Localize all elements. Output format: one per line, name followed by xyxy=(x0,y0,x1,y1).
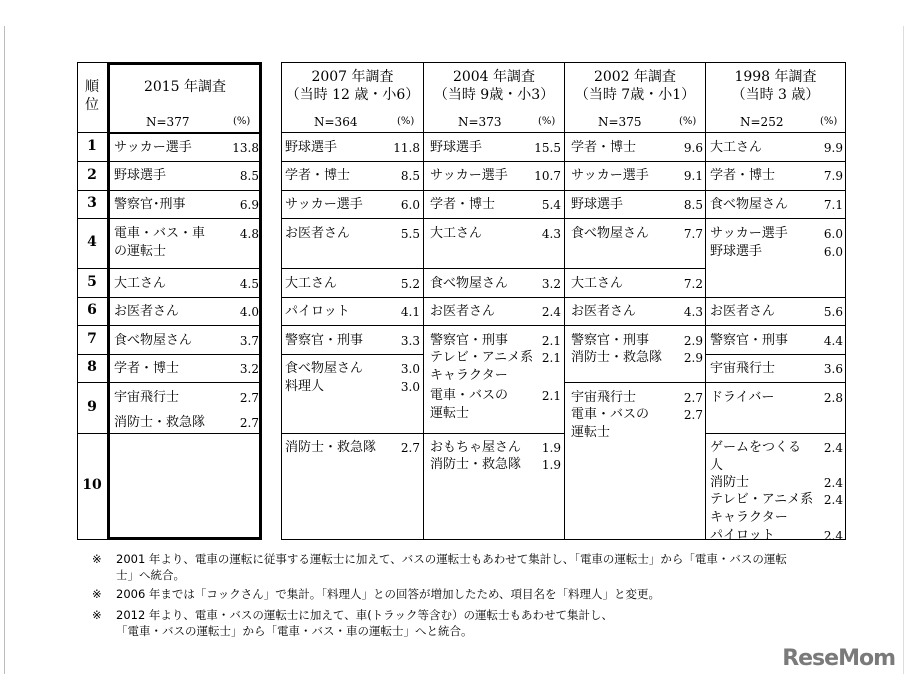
col2004-value: 2.1 xyxy=(541,389,561,403)
col2002-job: お医者さん xyxy=(571,304,637,319)
row-divider-col2004 xyxy=(424,161,564,162)
col2007-value: 3.0 xyxy=(400,362,420,376)
col1998-job: サッカー選手 xyxy=(710,226,788,241)
col2002-job: サッカー選手 xyxy=(571,168,649,183)
col1998-value: 5.6 xyxy=(823,305,843,319)
col1998-value: 7.9 xyxy=(823,169,843,183)
col2002-value: 2.7 xyxy=(683,391,703,405)
col1998-value: 2.4 xyxy=(823,441,843,455)
col2004-job: 電車・バスの xyxy=(430,388,509,403)
col2015-job: 食べ物屋さん xyxy=(114,333,193,348)
row-divider-col2002 xyxy=(565,190,705,191)
rank-2: 2 xyxy=(87,167,97,183)
col2015-job: 大工さん xyxy=(114,276,167,291)
col2007-job: 警察官・刑事 xyxy=(285,333,364,348)
col2015-value: 3.7 xyxy=(239,334,259,348)
col2015-value: 4.8 xyxy=(239,227,259,241)
col2002-job: 警察官・刑事 xyxy=(571,333,650,348)
rank-divider xyxy=(77,218,108,219)
row-divider-col2002 xyxy=(565,297,705,298)
col2004-job: 警察官・刑事 xyxy=(430,333,509,348)
row-divider-col2004 xyxy=(424,218,564,219)
n-2002: N=375 xyxy=(598,115,642,129)
col1998-value: 4.4 xyxy=(823,334,843,348)
col2015-value: 13.8 xyxy=(232,141,259,155)
col2004-value: 3.2 xyxy=(541,277,561,291)
header-2015: 2015 年調査 xyxy=(143,79,227,95)
note-3b: 「電車・バスの運転士」から「電車・バス・車の運転士」へと統合。 xyxy=(116,624,473,638)
col2004-job: 野球選手 xyxy=(430,140,483,155)
col2007-job: 野球選手 xyxy=(285,140,338,155)
row-divider-col1998 xyxy=(706,297,845,298)
col2015-value: 4.5 xyxy=(239,277,259,291)
row-divider-col2007 xyxy=(282,433,423,434)
pct-2004: (%) xyxy=(538,116,556,127)
col2002-job: 食べ物屋さん xyxy=(571,226,650,241)
row-divider-col2004 xyxy=(424,297,564,298)
header-1998: 1998 年調査 xyxy=(734,69,817,85)
note-mark: ※ xyxy=(92,587,102,601)
col2002-job: 大工さん xyxy=(571,276,624,291)
rank-divider xyxy=(77,382,108,383)
col2004-job-line2: 運転士 xyxy=(430,406,470,421)
col1998-job-line2: 人 xyxy=(710,458,724,473)
col2007-value: 6.0 xyxy=(400,198,420,212)
col1998-job: ゲームをつくる xyxy=(710,440,802,455)
col1998-value: 7.1 xyxy=(823,198,843,212)
col2002-job-line2: 運転士 xyxy=(571,425,611,440)
col1998-value: 2.4 xyxy=(823,529,843,543)
col1998-job: 学者・博士 xyxy=(710,168,776,183)
row-divider-col1998 xyxy=(706,433,845,434)
n-2007: N=364 xyxy=(314,115,358,129)
n-2004: N=373 xyxy=(458,115,502,129)
rank-1: 1 xyxy=(87,138,97,154)
col2007-value: 3.0 xyxy=(400,380,420,394)
pct-1998: (%) xyxy=(820,116,838,127)
row-divider-col1998 xyxy=(706,218,845,219)
col1998-value: 2.4 xyxy=(823,493,843,507)
col2007-value: 5.5 xyxy=(400,227,420,241)
col1998-value: 2.8 xyxy=(823,391,843,405)
col2002-job: 電車・バスの xyxy=(571,407,650,422)
pct-2002: (%) xyxy=(679,116,697,127)
note-1a: 2001 年より、電車の運転に従事する運転士に加えて、バスの運転士もあわせて集計し、「電車の運転士」から「電車・バスの運転 xyxy=(116,552,787,566)
col2007-job: サッカー選手 xyxy=(285,197,363,212)
rank-10: 10 xyxy=(82,477,102,493)
col1998-job: 消防士 xyxy=(710,475,750,490)
row-divider-col2002 xyxy=(565,161,705,162)
pct-2015: (%) xyxy=(233,116,251,127)
row-divider-2015 xyxy=(110,382,260,383)
col2007-value: 4.1 xyxy=(400,305,420,319)
col2004-value: 2.4 xyxy=(541,305,561,319)
pct-2007: (%) xyxy=(397,116,415,127)
n-1998: N=252 xyxy=(740,115,784,129)
sub-2002: （当時 7歳・小1） xyxy=(574,87,696,103)
note-mark: ※ xyxy=(92,552,102,566)
col2004-job: テレビ・アニメ系 xyxy=(430,350,534,365)
rank-divider xyxy=(77,325,108,326)
col2002-job: 学者・博士 xyxy=(571,140,637,155)
col2015-job-line2: の運転士 xyxy=(114,244,167,259)
sub-1998: （当時 3 歳） xyxy=(731,87,820,103)
col2002-value: 9.1 xyxy=(683,169,703,183)
col2002-value: 2.7 xyxy=(683,408,703,422)
note-1b: 士」へ統合。 xyxy=(116,568,185,582)
col2015-job: 学者・博士 xyxy=(114,361,180,376)
col2007-value: 11.8 xyxy=(393,141,420,155)
row-divider-col2007 xyxy=(282,161,423,162)
col2007-job: 大工さん xyxy=(285,276,338,291)
row-divider-col2002 xyxy=(565,218,705,219)
col2002-value: 9.6 xyxy=(683,141,703,155)
sub-2007: （当時 12 歳・小6） xyxy=(285,87,420,103)
col2004-value: 1.9 xyxy=(541,458,561,472)
col2007-job: 料理人 xyxy=(285,379,325,394)
row-divider-2015 xyxy=(110,218,260,219)
col1998-value: 2.4 xyxy=(823,476,843,490)
col1998-value: 6.0 xyxy=(823,245,843,259)
rank-divider xyxy=(77,268,108,269)
col1998-job: 警察官・刑事 xyxy=(710,333,789,348)
row-divider-col2002 xyxy=(565,325,705,326)
col2004-job-line2: キャラクター xyxy=(430,368,508,383)
col2004-value: 2.1 xyxy=(541,334,561,348)
rank-divider xyxy=(77,161,108,162)
col2004-value: 5.4 xyxy=(541,198,561,212)
col2004-job: 食べ物屋さん xyxy=(430,276,509,291)
col2007-value: 2.7 xyxy=(400,441,420,455)
row-divider-2015 xyxy=(110,297,260,298)
row-divider-2015 xyxy=(110,325,260,326)
col2004-job: お医者さん xyxy=(430,304,496,319)
col2002-value: 7.2 xyxy=(683,277,703,291)
row-divider-col1998 xyxy=(706,325,845,326)
row-divider-col2002 xyxy=(565,382,705,383)
rank-divider xyxy=(77,433,108,434)
row-divider-col2007 xyxy=(282,268,423,269)
row-divider-col2007 xyxy=(282,218,423,219)
col2015-job: サッカー選手 xyxy=(114,140,192,155)
col2015-job: 電車・バス・車 xyxy=(114,226,206,241)
col2015-value: 2.7 xyxy=(239,416,259,430)
col2002-value: 2.9 xyxy=(683,351,703,365)
col2002-value: 4.3 xyxy=(683,305,703,319)
rank-4: 4 xyxy=(87,234,97,250)
header-2004: 2004 年調査 xyxy=(452,69,536,85)
row-divider-2015 xyxy=(110,161,260,162)
row-divider-col1998 xyxy=(706,354,845,355)
header-2007: 2007 年調査 xyxy=(311,69,394,85)
col2007-job: 学者・博士 xyxy=(285,168,351,183)
col2015-value: 4.0 xyxy=(239,305,259,319)
col2004-value: 1.9 xyxy=(541,441,561,455)
row-divider-col1998 xyxy=(706,161,845,162)
note-mark: ※ xyxy=(92,608,102,622)
col2015-value: 6.9 xyxy=(239,198,259,212)
col2007-job: お医者さん xyxy=(285,226,351,241)
resemom-logo: ReseMom xyxy=(782,646,895,671)
col2007-value: 8.5 xyxy=(400,169,420,183)
col2015-job: 宇宙飛行士 xyxy=(114,390,180,405)
col2015-value: 8.5 xyxy=(239,169,259,183)
col2004-job: 消防士・救急隊 xyxy=(430,457,522,472)
col2004-value: 10.7 xyxy=(534,169,561,183)
col2004-job: 大工さん xyxy=(430,226,483,241)
col1998-job: 食べ物屋さん xyxy=(710,197,789,212)
row-divider-2015 xyxy=(110,190,260,191)
rank-3: 3 xyxy=(87,195,97,211)
row-divider-col2002 xyxy=(565,268,705,269)
rank-8: 8 xyxy=(87,359,97,375)
n-2015: N=377 xyxy=(146,115,190,129)
col2015-value: 3.2 xyxy=(239,362,259,376)
col1998-value: 9.9 xyxy=(823,141,843,155)
row-divider-col2007 xyxy=(282,325,423,326)
col1998-job-line2: キャラクター xyxy=(710,510,788,525)
col2004-value: 4.3 xyxy=(541,227,561,241)
note-2: 2006 年までは「コックさん」で集計。「料理人」との回答が増加したため、項目名を「料理人」と変更。 xyxy=(116,587,660,601)
col2007-job: 食べ物屋さん xyxy=(285,361,364,376)
rank-divider xyxy=(77,354,108,355)
row-divider-col2004 xyxy=(424,325,564,326)
col1998-job: お医者さん xyxy=(710,304,776,319)
col2007-value: 5.2 xyxy=(400,277,420,291)
rank-6: 6 xyxy=(87,302,97,318)
col2004-job: 学者・博士 xyxy=(430,197,496,212)
col1998-value: 6.0 xyxy=(823,227,843,241)
rank-9: 9 xyxy=(87,399,97,415)
rank-divider xyxy=(77,190,108,191)
col2004-value: 15.5 xyxy=(534,141,561,155)
row-divider-col1998 xyxy=(706,382,845,383)
row-divider-col2004 xyxy=(424,433,564,434)
row-divider-col1998 xyxy=(706,190,845,191)
col2002-value: 8.5 xyxy=(683,198,703,212)
col2002-job: 宇宙飛行士 xyxy=(571,390,637,405)
col2004-job: おもちゃ屋さん xyxy=(430,440,522,455)
row-divider-col2004 xyxy=(424,190,564,191)
rank-5: 5 xyxy=(87,274,97,290)
col1998-job: パイロット xyxy=(710,528,775,543)
col1998-job: 宇宙飛行士 xyxy=(710,361,776,376)
col2002-value: 7.7 xyxy=(683,227,703,241)
row-divider-2015 xyxy=(110,268,260,269)
col2015-job: お医者さん xyxy=(114,304,180,319)
row-divider-col2007 xyxy=(282,354,423,355)
col2007-job: パイロット xyxy=(285,304,350,319)
sub-2004: （当時 9歳・小3） xyxy=(433,87,555,103)
col1998-job: 野球選手 xyxy=(710,244,763,259)
col1998-job: ドライバー xyxy=(710,390,775,405)
col2015-job: 野球選手 xyxy=(114,168,167,183)
col2015-job: 警察官･刑事 xyxy=(114,197,186,212)
col2004-value: 2.1 xyxy=(541,351,561,365)
row-divider-col2007 xyxy=(282,190,423,191)
row-divider-2015 xyxy=(110,354,260,355)
note-3a: 2012 年より、電車・バスの運転士に加えて、車(トラック等含む）の運転士もあわせて集計し、 xyxy=(116,608,613,622)
col2002-job: 消防士・救急隊 xyxy=(571,350,663,365)
col1998-job: テレビ・アニメ系 xyxy=(710,492,814,507)
col2015-value: 2.7 xyxy=(239,391,259,405)
col2007-job: 消防士・救急隊 xyxy=(285,440,377,455)
col2004-job: サッカー選手 xyxy=(430,168,508,183)
rank-divider xyxy=(77,297,108,298)
header-2002: 2002 年調査 xyxy=(593,69,677,85)
rank-header: 順位 xyxy=(85,79,99,113)
col2015-job: 消防士・救急隊 xyxy=(114,415,206,430)
row-divider-2015 xyxy=(110,433,260,434)
rank-7: 7 xyxy=(87,331,97,347)
col2007-value: 3.3 xyxy=(400,334,420,348)
col1998-job: 大工さん xyxy=(710,140,763,155)
col1998-value: 3.6 xyxy=(823,362,843,376)
row-divider-col2007 xyxy=(282,297,423,298)
col2002-value: 2.9 xyxy=(683,334,703,348)
row-divider-col2004 xyxy=(424,268,564,269)
col2002-job: 野球選手 xyxy=(571,197,624,212)
